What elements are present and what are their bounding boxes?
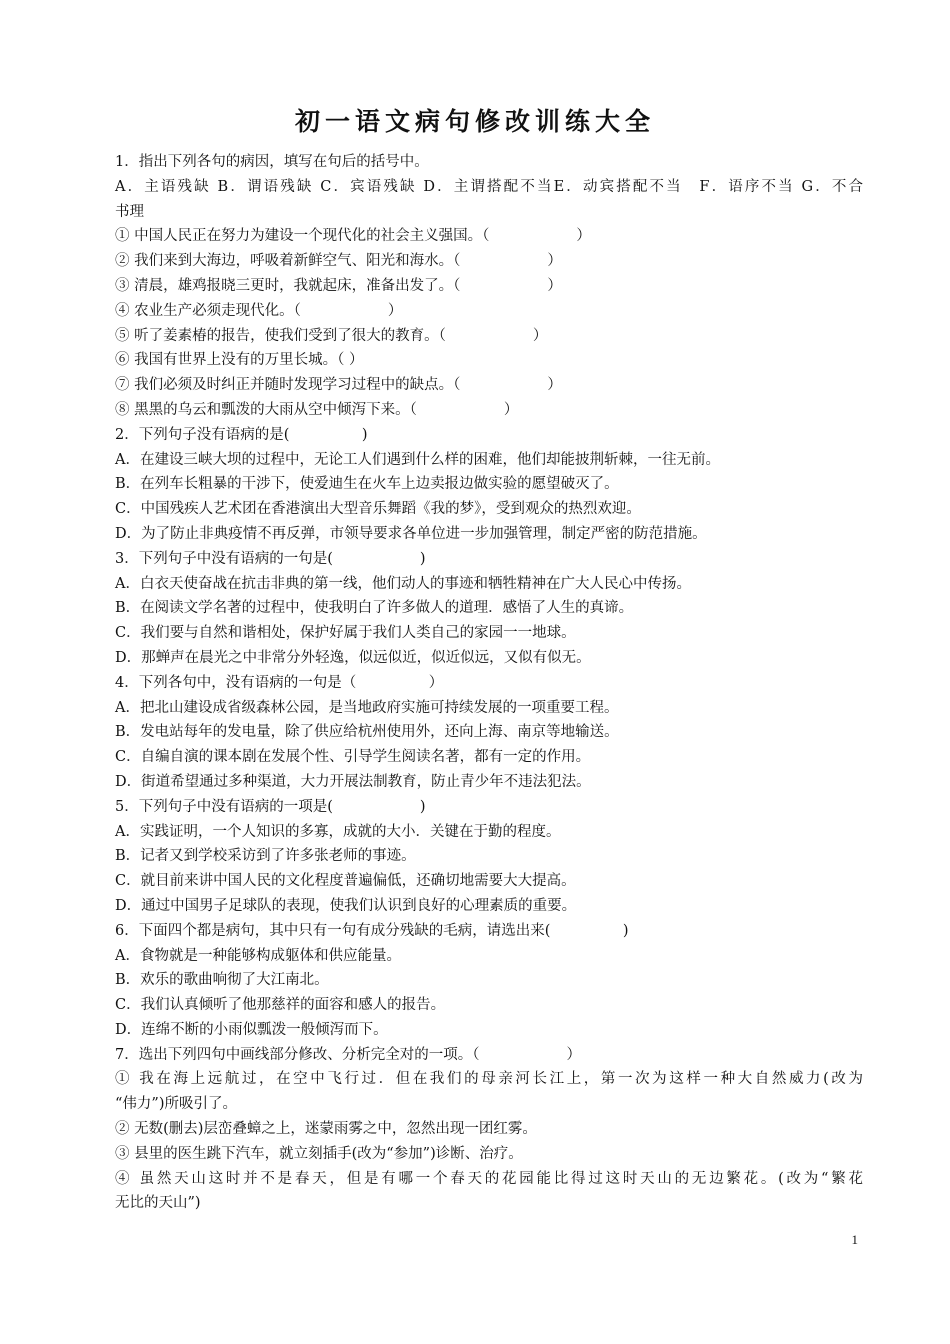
text-line: 5．下列句子中没有语病的一项是( ) (115, 798, 426, 815)
text-line: D．通过中国男子足球队的表现，使我们认识到良好的心理素质的重要。 (115, 897, 577, 914)
page-number: 1 (851, 1232, 858, 1247)
text-line: D．连绵不断的小雨似瓢泼一般倾泻而下。 (115, 1021, 388, 1038)
text-line: C．我们要与自然和谐相处，保护好属于我们人类自己的家园一一地球。 (115, 625, 576, 642)
text-line: 6．下面四个都是病句，其中只有一句有成分残缺的毛病，请选出来( ) (115, 922, 629, 939)
text-line: C．我们认真倾听了他那慈祥的面容和感人的报告。 (115, 997, 446, 1014)
text-line: C．中国残疾人艺术团在香港演出大型音乐舞蹈《我的梦》，受到观众的热烈欢迎。 (115, 501, 641, 518)
document-body (115, 150, 863, 1216)
page-title: 初一语文病句修改训练大全 (294, 107, 655, 136)
text-line: ② 无数(删去)层峦叠蟑之上，迷蒙雨雾之中，忽然出现一团红雾。 (115, 1121, 537, 1138)
text-line: B．欢乐的歌曲响彻了大江南北。 (115, 972, 329, 989)
text-line: 1．指出下列各句的病因，填写在句后的括号中。 (115, 154, 429, 170)
text-line: 3．下列句子中没有语病的一句是( ) (115, 550, 426, 567)
text-line: A．在建设三峡大坝的过程中，无论工人们遇到什么样的困难，他们却能披荆斩棘，一往无前。 (115, 451, 720, 468)
text-line: D．那蝉声在晨光之中非常分外轻逸，似远似近，似近似远，又似有似无。 (115, 649, 591, 666)
text-line: 书理 (115, 203, 144, 220)
text-line: ⑥ 我国有世界上没有的万里长城。（ ） (115, 352, 364, 369)
text-line: 无比的天山”) (115, 1195, 201, 1212)
text-line: ④ 虽然天山这时并不是春天，但是有哪一个春天的花园能比得过这时天山的无边繁花。(改为“繁花 (115, 1170, 863, 1187)
text-line: ③ 清晨，雄鸡报晓三更时，我就起床，准备出发了。（ ） (115, 277, 562, 294)
text-line: A．食物就是一种能够构成躯体和供应能量。 (115, 947, 401, 964)
text-line: ① 中国人民正在努力为建设一个现代化的社会主义强国。（ ） (115, 228, 591, 245)
text-line: ④ 农业生产必须走现代化。（ ） (115, 302, 403, 319)
text-line: ① 我在海上远航过，在空中飞行过．但在我们的母亲河长江上，第一次为这样一种大自然威力(改为 (115, 1071, 863, 1088)
text-line: 2．下列句子没有语病的是( ) (115, 426, 368, 443)
text-line: A．白衣天使奋战在抗击非典的第一线，他们动人的事迹和牺牲精神在广大人民心中传扬。 (115, 575, 691, 592)
text-line: C．自编自演的课本剧在发展个性、引导学生阅读名著，都有一定的作用。 (115, 749, 591, 766)
text-line: A．实践证明，一个人知识的多寡，成就的大小．关键在于勤的程度。 (115, 823, 561, 840)
text-line: ③ 县里的医生跳下汽车，就立刻插手(改为“参加”)诊断、治疗。 (115, 1145, 523, 1162)
text-line: B．发电站每年的发电量，除了供应给杭州使用外，还向上海、南京等地输送。 (115, 724, 619, 741)
text-line: B．记者又到学校采访到了许多张老师的事迹。 (115, 848, 416, 865)
text-line: ⑦ 我们必须及时纠正并随时发现学习过程中的缺点。（ ） (115, 377, 562, 394)
text-line: 7．选出下列四句中画线部分修改、分析完全对的一项。（ ） (115, 1046, 581, 1063)
text-line: A．把北山建设成省级森林公园，是当地政府实施可持续发展的一项重要工程。 (115, 699, 619, 716)
text-line: B．在阅读文学名著的过程中，使我明白了许多做人的道理．感悟了人生的真谛。 (115, 600, 634, 617)
text-line: D．为了防止非典疫情不再反弹，市领导要求各单位进一步加强管理，制定严密的防范措施。 (115, 525, 707, 542)
text-line: 4．下列各句中，没有语病的一句是（ ） (115, 674, 444, 691)
text-line: ② 我们来到大海边，呼吸着新鲜空气、阳光和海水。（ ） (115, 253, 562, 270)
text-line: D．街道希望通过多种渠道，大力开展法制教育，防止青少年不违法犯法。 (115, 773, 591, 790)
text-line: ⑤ 听了姜素椿的报告，使我们受到了很大的教育。（ ） (115, 327, 548, 344)
text-line: ⑧ 黑黑的乌云和瓢泼的大雨从空中倾泻下来。（ ） (115, 401, 519, 418)
text-line: A．主语残缺 B．谓语残缺 C．宾语残缺 D．主谓搭配不当E．动宾搭配不当 F．语序不当 G．不合 (115, 178, 863, 195)
text-line: C．就目前来讲中国人民的文化程度普遍偏低，还确切地需要大大提高。 (115, 873, 576, 890)
text-line: B．在列车长粗暴的干涉下，使爱迪生在火车上边卖报边做实验的愿望破灭了。 (115, 476, 619, 493)
text-line: “伟力”)所吸引了。 (115, 1096, 237, 1113)
